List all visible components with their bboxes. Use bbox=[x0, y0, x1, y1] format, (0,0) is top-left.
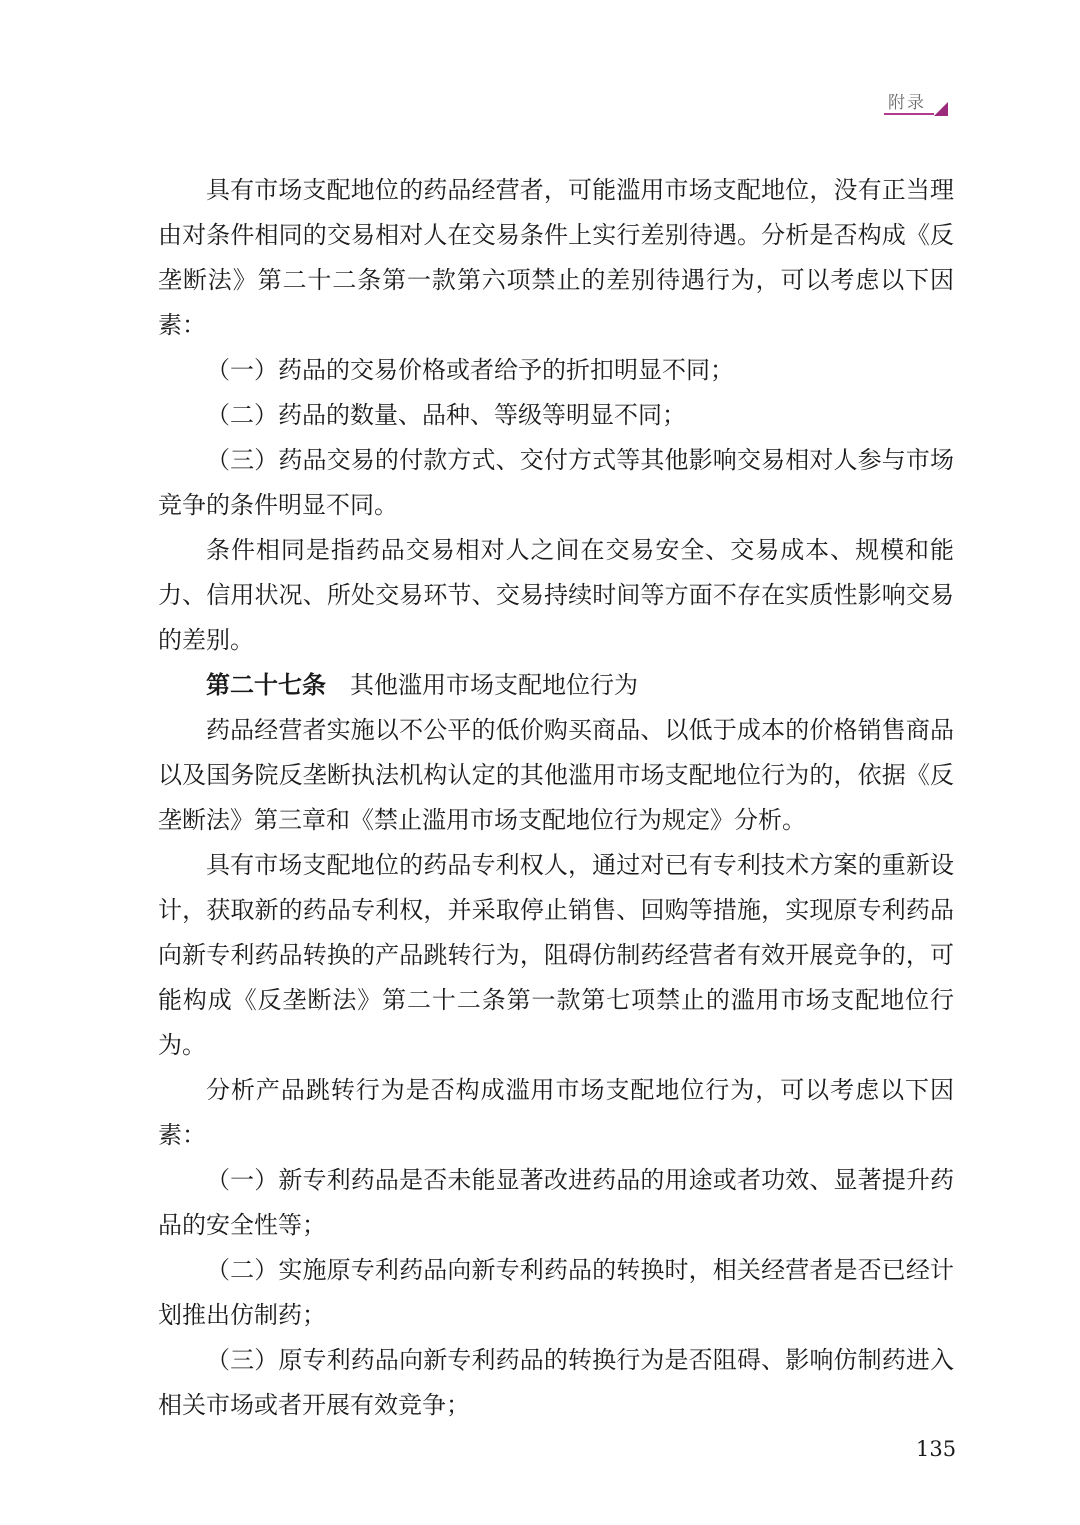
list-item: （三）原专利药品向新专利药品的转换行为是否阻碍、影响仿制药进入相关市场或者开展有效竞争； bbox=[158, 1346, 954, 1419]
header-rule bbox=[884, 113, 934, 115]
paragraph: 分析产品跳转行为是否构成滥用市场支配地位行为，可以考虑以下因素： bbox=[158, 1076, 954, 1149]
page-body bbox=[158, 168, 954, 1428]
list-item: （二）药品的数量、品种、等级等明显不同； bbox=[206, 401, 686, 429]
list-item: （二）实施原专利药品向新专利药品的转换时，相关经营者是否已经计划推出仿制药； bbox=[158, 1256, 954, 1329]
paragraph: 具有市场支配地位的药品经营者，可能滥用市场支配地位，没有正当理由对条件相同的交易相对人在交易条件上实行差别待遇。分析是否构成《反垄断法》第二十二条第一款第六项禁止的差别待遇行为，可以考虑以下因素： bbox=[158, 176, 954, 339]
article-number: 第二十七条 bbox=[206, 671, 326, 699]
paragraph: 药品经营者实施以不公平的低价购买商品、以低于成本的价格销售商品以及国务院反垄断执法机构认定的其他滥用市场支配地位行为的，依据《反垄断法》第三章和《禁止滥用市场支配地位行为规定》分析。 bbox=[158, 716, 954, 834]
article-heading bbox=[158, 663, 954, 708]
article-title: 其他滥用市场支配地位行为 bbox=[350, 671, 638, 699]
page-number: 135 bbox=[916, 1437, 957, 1461]
list-item: （一）药品的交易价格或者给予的折扣明显不同； bbox=[206, 356, 734, 384]
paragraph: 具有市场支配地位的药品专利权人，通过对已有专利技术方案的重新设计，获取新的药品专利权，并采取停止销售、回购等措施，实现原专利药品向新专利药品转换的产品跳转行为，阻碍仿制药经营者有效开展竞争的，可能构成《反垄断法》第二十二条第一款第七项禁止的滥用市场支配地位行为。 bbox=[158, 851, 954, 1059]
article-spacer bbox=[326, 671, 350, 699]
corner-triangle-icon bbox=[934, 102, 948, 116]
list-item: （一）新专利药品是否未能显著改进药品的用途或者功效、显著提升药品的安全性等； bbox=[158, 1166, 954, 1239]
running-header bbox=[880, 88, 950, 120]
paragraph: 条件相同是指药品交易相对人之间在交易安全、交易成本、规模和能力、信用状况、所处交易环节、交易持续时间等方面不存在实质性影响交易的差别。 bbox=[158, 536, 954, 654]
list-item: （三）药品交易的付款方式、交付方式等其他影响交易相对人参与市场竞争的条件明显不同。 bbox=[158, 446, 954, 519]
section-label: 附录 bbox=[888, 93, 926, 113]
